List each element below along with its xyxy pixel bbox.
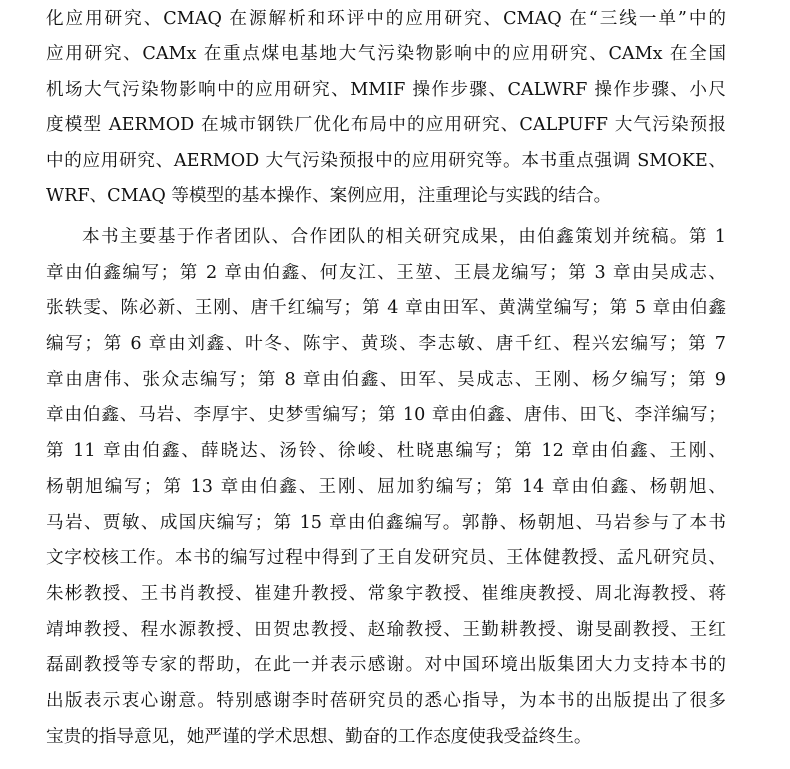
paragraph-2-line-13: 磊副教授等专家的帮助，在此一并表示感谢。对中国环境出版集团大力支持本书的 bbox=[46, 655, 726, 675]
paragraph-1-line-6: WRF、CMAQ 等模型的基本操作、案例应用，注重理论与实践的结合。 bbox=[46, 186, 612, 206]
paragraph-2-line-10: 文字校核工作。本书的编写过程中得到了王自发研究员、王体健教授、孟凡研究员、 bbox=[46, 548, 726, 568]
paragraph-1-line-4: 度模型 AERMOD 在城市钢铁厂优化布局中的应用研究、CALPUFF 大气污染预报 bbox=[46, 115, 726, 135]
paragraph-1-line-3: 机场大气污染物影响中的应用研究、MMIF 操作步骤、CALWRF 操作步骤、小尺 bbox=[46, 80, 726, 100]
paragraph-2-line-3: 张轶雯、陈必新、王刚、唐千红编写；第 4 章由田军、黄满堂编写；第 5 章由伯鑫 bbox=[46, 298, 726, 318]
paragraph-2-line-7: 第 11 章由伯鑫、薛晓达、汤铃、徐峻、杜晓惠编写；第 12 章由伯鑫、王刚、 bbox=[46, 441, 726, 461]
paragraph-2-line-12: 靖坤教授、程水源教授、田贺忠教授、赵瑜教授、王勤耕教授、谢旻副教授、王红 bbox=[46, 620, 726, 640]
paragraph-2-line-5: 章由唐伟、张众志编写；第 8 章由伯鑫、田军、吴成志、王刚、杨夕编写；第 9 bbox=[46, 370, 726, 390]
paragraph-1-line-2: 应用研究、CAMx 在重点煤电基地大气污染物影响中的应用研究、CAMx 在全国 bbox=[46, 44, 726, 64]
paragraph-2-line-15: 宝贵的指导意见，她严谨的学术思想、勤奋的工作态度使我受益终生。 bbox=[46, 727, 592, 747]
paragraph-2-line-4: 编写；第 6 章由刘鑫、叶冬、陈宇、黄琰、李志敏、唐千红、程兴宏编写；第 7 bbox=[46, 334, 726, 354]
paragraph-2-line-14: 出版表示衷心谢意。特别感谢李时蓓研究员的悉心指导，为本书的出版提出了很多 bbox=[46, 691, 726, 711]
paragraph-2-line-2: 章由伯鑫编写；第 2 章由伯鑫、何友江、王堃、王晨龙编写；第 3 章由吴成志、 bbox=[46, 263, 726, 283]
paragraph-1-line-5: 中的应用研究、AERMOD 大气污染预报中的应用研究等。本书重点强调 SMOKE、 bbox=[46, 151, 726, 171]
paragraph-1-line-1: 化应用研究、CMAQ 在源解析和环评中的应用研究、CMAQ 在“三线一单”中的 bbox=[46, 9, 726, 29]
paragraph-2-line-6: 章由伯鑫、马岩、李厚宇、史梦雪编写；第 10 章由伯鑫、唐伟、田飞、李洋编写； bbox=[46, 405, 726, 425]
paragraph-2-line-11: 朱彬教授、王书肖教授、崔建升教授、常象宇教授、崔维庚教授、周北海教授、蒋 bbox=[46, 584, 726, 604]
paragraph-2-line-9: 马岩、贾敏、成国庆编写；第 15 章由伯鑫编写。郭静、杨朝旭、马岩参与了本书 bbox=[46, 513, 726, 533]
paragraph-2-line-8: 杨朝旭编写；第 13 章由伯鑫、王刚、屈加豹编写；第 14 章由伯鑫、杨朝旭、 bbox=[46, 477, 726, 497]
paragraph-2-line-1: 本书主要基于作者团队、合作团队的相关研究成果，由伯鑫策划并统稿。第 1 bbox=[82, 227, 726, 247]
